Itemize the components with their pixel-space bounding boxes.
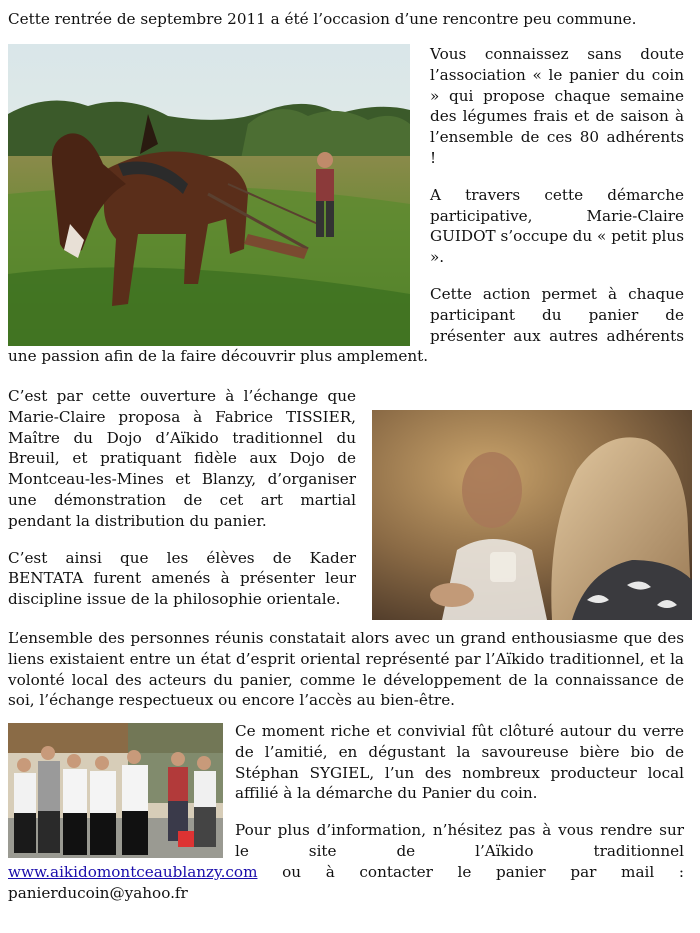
panier-paragraph-3: Cette action permet à chaque participant du panier de présenter aux autres adhérents une passion afin de la faire découvrir plus amplement. xyxy=(8,284,684,366)
closing-paragraph-1: Ce moment riche et convivial fût clôturé autour du verre de l’amitié, en dégustant la savoureuse bière bio de Stéphan SYGIEL, l’un des nombreux producteur local affilié à la démarche du Panier du coin. xyxy=(235,722,684,803)
aikido-website-link[interactable]: www.aikidomontceaublanzy.com xyxy=(8,862,258,881)
group-photo xyxy=(8,723,223,858)
intro-line: Cette rentrée de septembre 2011 a été l’occasion d’une rencontre peu commune. xyxy=(8,10,637,28)
section-panier xyxy=(8,44,684,367)
section-closing xyxy=(8,721,684,903)
panier-paragraph-2: A travers cette démarche participative, Marie-Claire GUIDOT s’occupe du « petit plus ». xyxy=(430,185,684,267)
section-aikido xyxy=(8,386,684,711)
info-text-after-link: ou à contacter le panier par mail : panierducoin@yahoo.fr xyxy=(8,862,684,902)
aikido-paragraph-2: C’est ainsi que les élèves de Kader BENTATA furent amenés à présenter leur discipline issue de la philosophie orientale. xyxy=(8,548,356,609)
panier-paragraph-1: Vous connaissez sans doute l’association « le panier du coin » qui propose chaque semaine des légumes frais et de saison à l’ensemble de ces 80 adhérents ! xyxy=(430,45,684,167)
aikido-conversation-photo xyxy=(372,410,692,620)
horse-plowing-photo xyxy=(8,44,410,346)
info-text-before-link: Pour plus d’information, n’hésitez pas à vous rendre sur le site de l’Aïkido traditionnel xyxy=(235,821,684,860)
aikido-paragraph-3: L’ensemble des personnes réunis constatait alors avec un grand enthousiasme que des liens existaient entre un état d’esprit oriental représenté par l’Aïkido traditionnel, et la volonté local des acteurs du panier, comme le développement de la connaissance de soi, l’échange respectueux ou encore l’accès au bien-être. xyxy=(8,628,684,710)
aikido-paragraph-1: C’est par cette ouverture à l’échange que Marie-Claire proposa à Fabrice TISSIER, Maître du Dojo d’Aïkido traditionnel du Breuil, et pratiquant fidèle aux Dojo de Montceau-les-Mines et Blanzy, d’organiser une démonstration de cet art martial pendant la distribution du panier. xyxy=(8,387,356,530)
